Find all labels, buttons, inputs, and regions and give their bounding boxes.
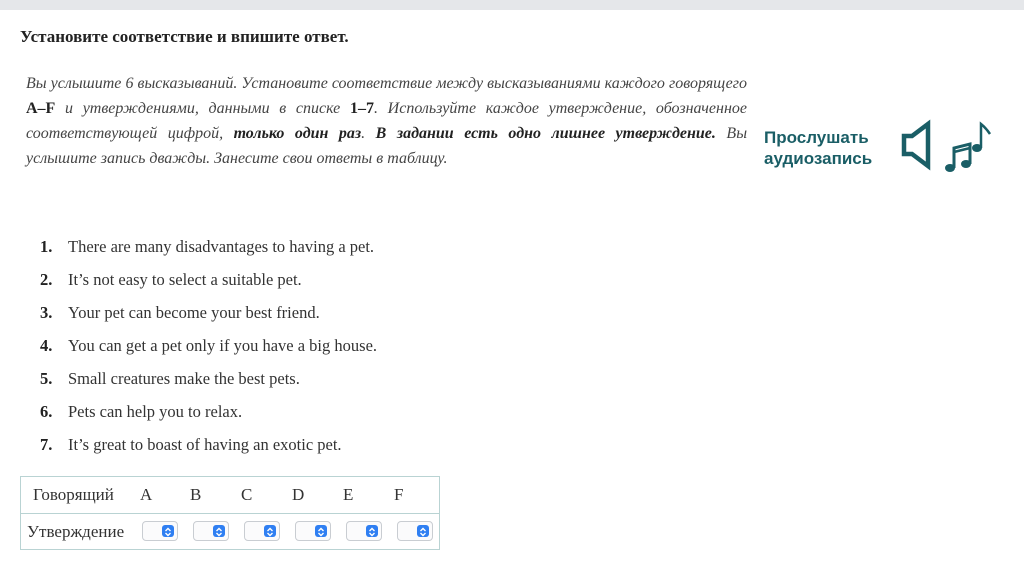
speaker-letter-e: E <box>343 485 354 504</box>
answer-table <box>20 476 440 550</box>
only-once-text: только один раз <box>233 125 362 142</box>
statement-item <box>40 331 377 364</box>
statements-range: 1–7 <box>349 100 374 117</box>
select-chevron-icon <box>162 525 174 537</box>
statement-text: Pets can help you to relax. <box>68 402 243 421</box>
statement-item <box>40 232 377 265</box>
statement-number: 1. <box>40 237 53 256</box>
statement-text: Small creatures make the best pets. <box>68 369 300 388</box>
statement-item <box>40 397 377 430</box>
statement-text: It’s great to boast of having an exotic pet. <box>68 435 342 454</box>
statement-item <box>40 430 377 463</box>
statement-number: 6. <box>40 402 53 421</box>
statement-text: There are many disadvantages to having a pet. <box>68 237 375 256</box>
statement-item <box>40 265 377 298</box>
select-chevron-icon <box>264 525 276 537</box>
answer-select-c[interactable] <box>244 521 280 541</box>
statement-number: 5. <box>40 369 53 388</box>
speaker-letter-a: A <box>140 485 153 504</box>
statement-number: 4. <box>40 336 53 355</box>
play-audio-label <box>764 127 872 169</box>
play-audio-label-line1: Прослушать <box>764 128 869 147</box>
statement-row-label: Утверждение <box>27 522 125 541</box>
speaker-row <box>21 477 439 514</box>
instructions-text-5: Вы услышите запись дважды. Занесите свои ответы в таблицу. <box>26 125 748 167</box>
speaker-letter-f: F <box>394 485 404 504</box>
statement-text: It’s not easy to select a suitable pet. <box>68 270 302 289</box>
statement-text: You can get a pet only if you have a big house. <box>68 336 378 355</box>
select-chevron-icon <box>213 525 225 537</box>
statement-number: 2. <box>40 270 53 289</box>
statement-text: Your pet can become your best friend. <box>68 303 320 322</box>
task-instructions <box>26 71 747 171</box>
top-bar <box>0 0 1024 10</box>
speaker-letter-d: D <box>292 485 305 504</box>
statement-item <box>40 298 377 331</box>
task-title: Установите соответствие и впишите ответ. <box>20 27 349 46</box>
statement-number: 3. <box>40 303 53 322</box>
speaker-row-label: Говорящий <box>33 485 114 504</box>
speakers-range: A–F <box>26 100 56 117</box>
statement-row <box>21 514 439 550</box>
speaker-letter-c: C <box>241 485 253 504</box>
speaker-letter-b: B <box>190 485 202 504</box>
instructions-text-1: Вы услышите 6 высказываний. Установите соответствие между высказываниями каждого говорящего <box>26 75 747 92</box>
select-chevron-icon <box>315 525 327 537</box>
instructions-text-3: . Используйте каждое утверждение, обозначенное соответствующей цифрой, <box>26 100 747 142</box>
select-chevron-icon <box>417 525 429 537</box>
extra-statement-text: В задании есть одно лишнее утверждение. <box>375 125 716 142</box>
answer-select-f[interactable] <box>397 521 433 541</box>
answer-select-a[interactable] <box>142 521 178 541</box>
select-chevron-icon <box>366 525 378 537</box>
play-audio-label-line2: аудиозапись <box>764 149 873 168</box>
play-audio-button[interactable] <box>764 118 1004 178</box>
statement-item <box>40 364 377 397</box>
instructions-text-2: и утверждениями, данными в списке <box>55 100 350 117</box>
statement-number: 7. <box>40 435 53 454</box>
speaker-music-icon <box>898 118 994 178</box>
statements-list <box>40 232 377 463</box>
instructions-text-4: . <box>361 125 376 142</box>
answer-select-b[interactable] <box>193 521 229 541</box>
answer-select-e[interactable] <box>346 521 382 541</box>
answer-select-d[interactable] <box>295 521 331 541</box>
